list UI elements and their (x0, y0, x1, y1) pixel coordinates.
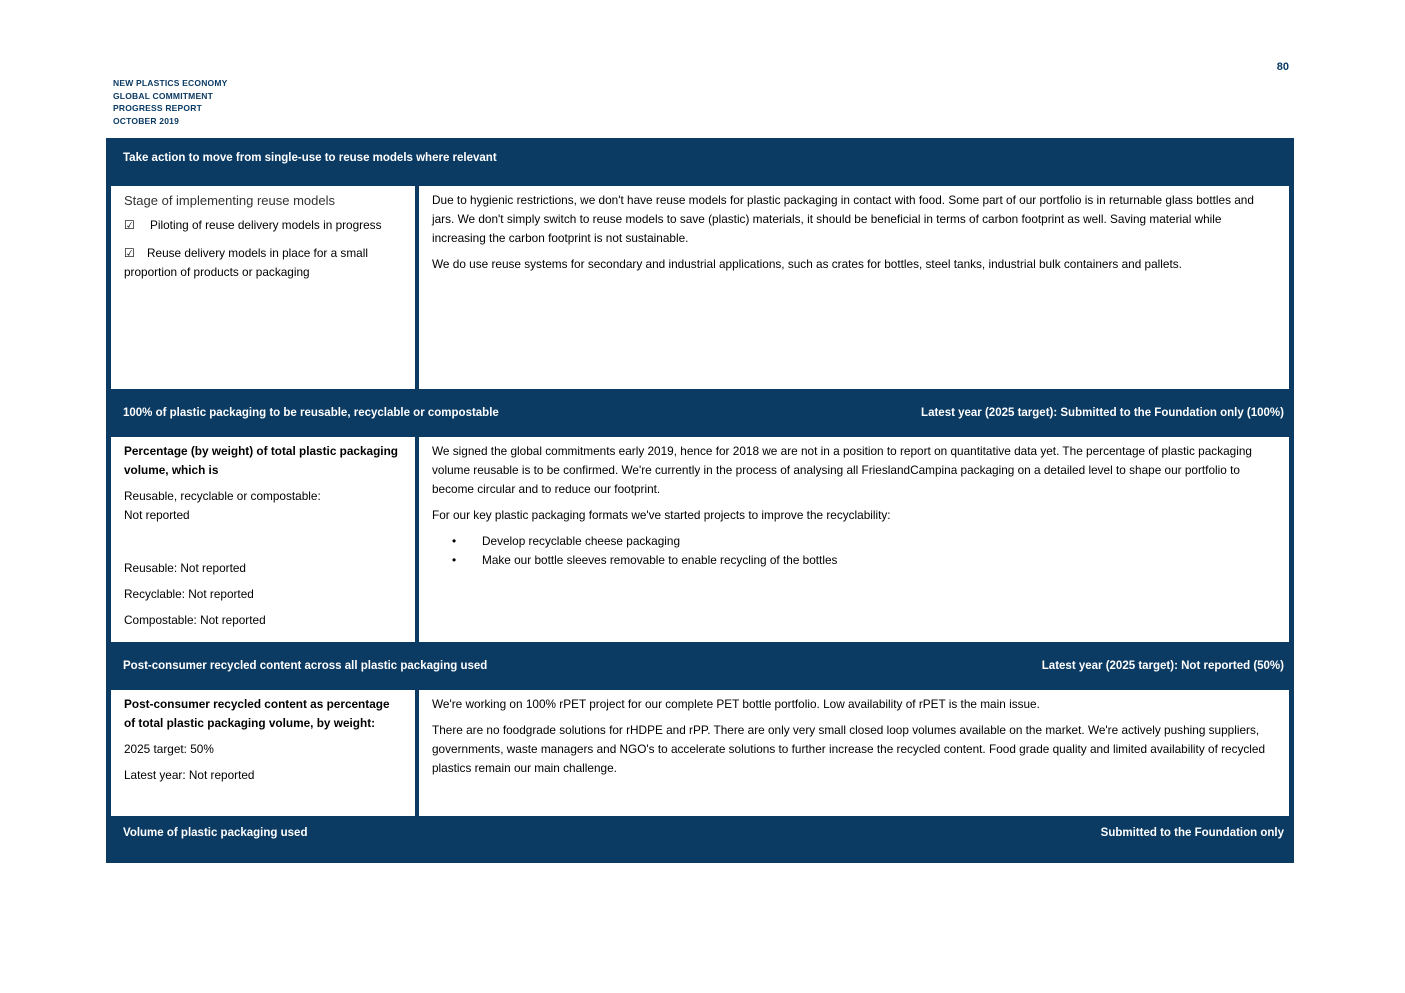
section-status: Latest year (2025 target): Submitted to the Foundation only (100%) (921, 407, 1284, 419)
bullet-list (432, 532, 1277, 570)
section-bar-volume (106, 816, 1294, 850)
checkbox-item (124, 244, 403, 282)
list-item-text: Make our bottle sleeves removable to enable recycling of the bottles (482, 553, 838, 567)
section-bar-reuse (106, 138, 1294, 178)
header-line: NEW PLASTICS ECONOMY (113, 78, 228, 88)
recyclable-row: Recyclable: Not reported (124, 587, 254, 601)
target-row: 2025 target: 50% (124, 742, 214, 756)
header-line: PROGRESS REPORT (113, 103, 202, 113)
section-title: Volume of plastic packaging used (123, 827, 308, 839)
report-header (113, 77, 228, 127)
recyclable-text-panel (419, 437, 1289, 642)
checkbox-item (124, 216, 403, 235)
checkbox-label: Reuse delivery models in place for a small proportion of products or packaging (124, 246, 368, 279)
paragraph: For our key plastic packaging formats we've started projects to improve the recyclability: (432, 508, 891, 522)
commitment-table (106, 138, 1294, 863)
reuse-stage-panel (111, 186, 415, 389)
section-status: Submitted to the Foundation only (1100, 827, 1284, 839)
checkbox-label: Piloting of reuse delivery models in progress (150, 218, 382, 232)
bullet-icon: • (452, 534, 457, 548)
rrc-value: Not reported (124, 508, 190, 522)
paragraph: There are no foodgrade solutions for rHDPE and rPP. There are only very small closed loop volumes available on the market. We're actively pushing suppliers, governments, waste managers and NGO's to accelerate solutions to further increase the recycled content. Food grade quality and limited availability of recycled plastics remain our main challenge. (432, 723, 1266, 775)
list-item (432, 532, 1277, 551)
panel-title: Stage of implementing reuse models (124, 193, 336, 208)
panel-title: Percentage (by weight) of total plastic packaging volume, which is (124, 444, 399, 477)
section-bar-recycled-content (106, 642, 1294, 690)
reusable-row: Reusable: Not reported (124, 561, 246, 575)
reuse-text-panel (419, 186, 1289, 389)
checkbox-checked-icon: ☑ (124, 246, 135, 260)
list-item (432, 551, 1277, 570)
section-status: Latest year (2025 target): Not reported (50%) (1041, 660, 1284, 672)
paragraph: Due to hygienic restrictions, we don't have reuse models for plastic packaging in contact with food. Some part of our portfolio is in returnable glass bottles and jars. We don't simply switch to reuse models to save (plastic) materials, it should be beneficial in terms of carbon footprint as well. Saving material while increasing the carbon footprint is not sustainable. (432, 193, 1254, 245)
list-item-text: Develop recyclable cheese packaging (482, 534, 681, 548)
recycled-content-text-panel (419, 690, 1289, 816)
panel-title: Post-consumer recycled content as percentage of total plastic packaging volume, by weight: (124, 697, 390, 730)
recyclable-percentage-panel (111, 437, 415, 642)
page-number: 80 (1276, 61, 1289, 73)
bullet-icon: • (452, 553, 457, 567)
paragraph: We're working on 100% rPET project for our complete PET bottle portfolio. Low availability of rPET is the main issue. (432, 697, 1040, 711)
section-title: 100% of plastic packaging to be reusable, recyclable or compostable (123, 407, 499, 419)
section-bar-recyclable (106, 389, 1294, 437)
rrc-label: Reusable, recyclable or compostable: (124, 489, 321, 503)
header-line: OCTOBER 2019 (113, 115, 180, 126)
section-title: Post-consumer recycled content across all plastic packaging used (123, 660, 488, 672)
paragraph: We do use reuse systems for secondary and industrial applications, such as crates for bottles, steel tanks, industrial bulk containers and pallets. (432, 257, 1182, 271)
checkbox-checked-icon: ☑ (124, 218, 135, 232)
compostable-row: Compostable: Not reported (124, 613, 266, 627)
paragraph: We signed the global commitments early 2019, hence for 2018 we are not in a position to report on quantitative data yet. The percentage of plastic packaging volume reusable is to be confirmed. We're currently in the process of analysing all FrieslandCampina packaging on a detailed level to shape our portfolio to become circular and to reduce our footprint. (432, 444, 1252, 496)
section-title: Take action to move from single-use to reuse models where relevant (123, 152, 497, 164)
rrc-row (124, 487, 403, 525)
header-line: GLOBAL COMMITMENT (113, 90, 214, 101)
latest-row: Latest year: Not reported (124, 768, 255, 782)
recycled-content-panel (111, 690, 415, 816)
